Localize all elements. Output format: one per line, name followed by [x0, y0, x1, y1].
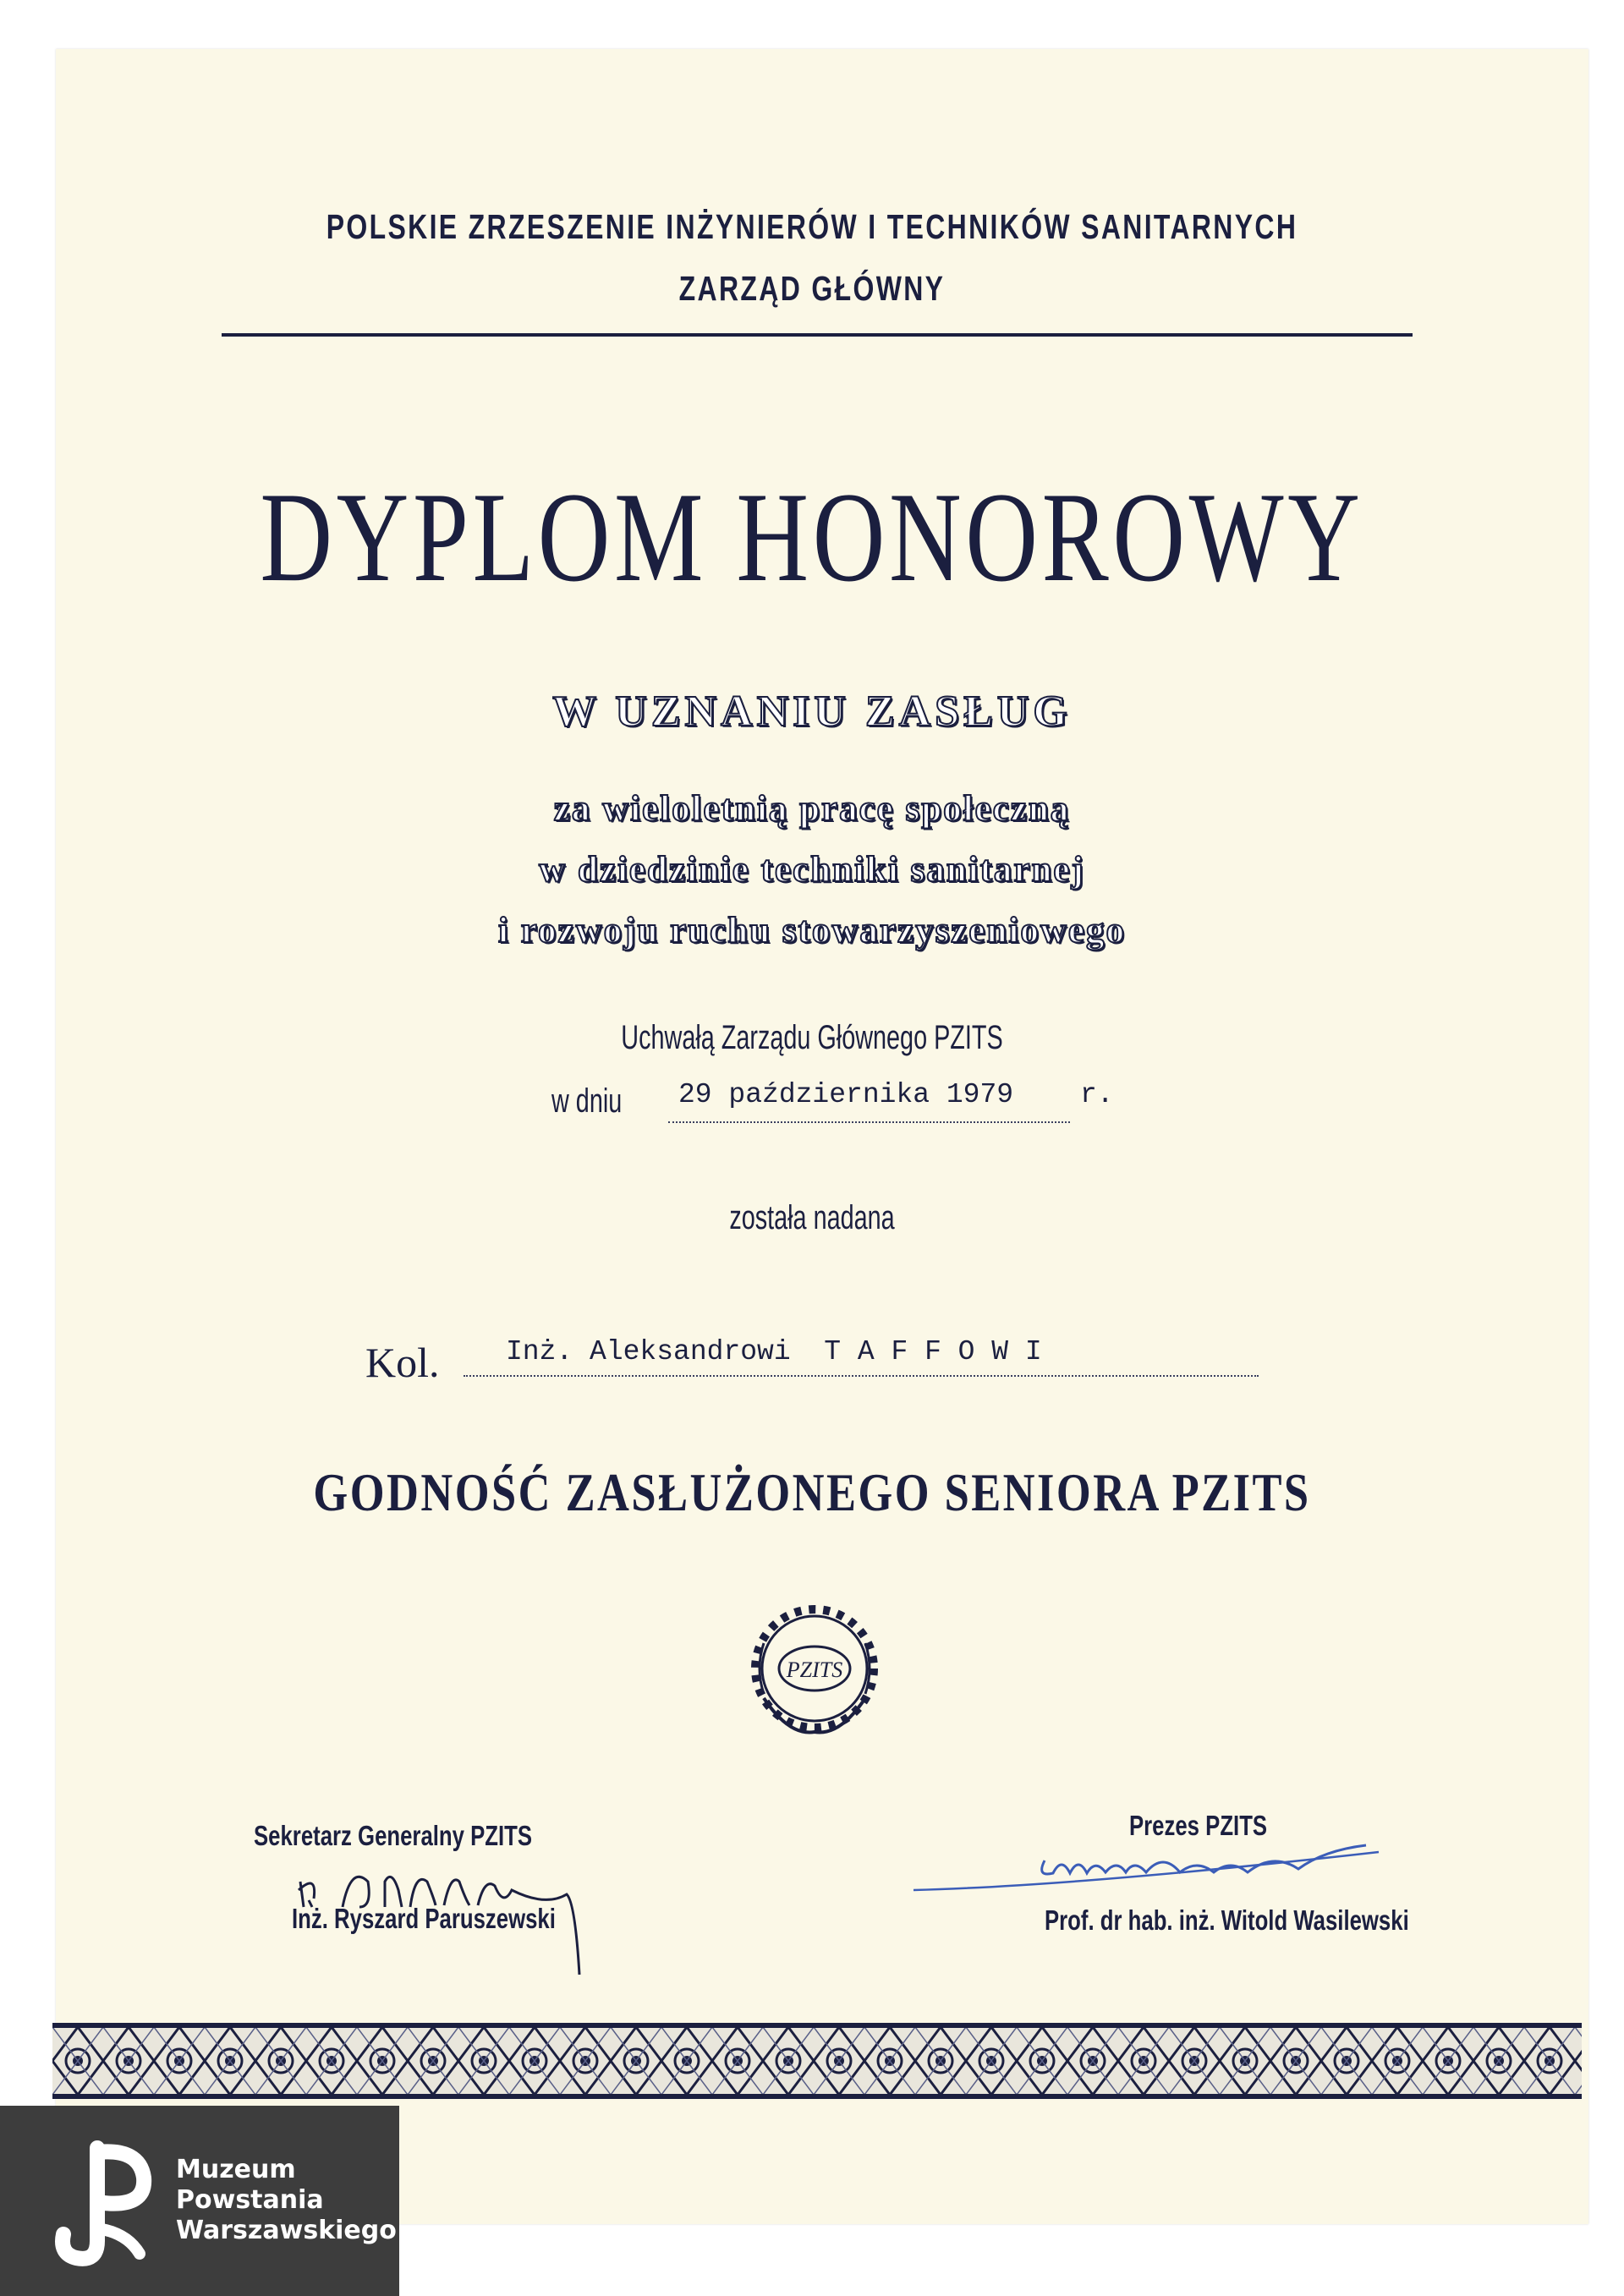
date-line	[551, 1076, 1144, 1126]
diploma-title: DYPLOM HONOROWY	[260, 466, 1364, 608]
left-signatory-name: Inż. Ryszard Paruszewski	[292, 1903, 556, 1934]
date-prefix: w dniu	[551, 1082, 623, 1120]
header-rule	[222, 333, 1413, 337]
museum-name-line-3: Warszawskiego	[176, 2216, 397, 2245]
museum-watermark	[0, 2106, 399, 2296]
museum-name-line-1: Muzeum	[176, 2155, 296, 2184]
organization-name: POLSKIE ZRZESZENIE INŻYNIERÓW I TECHNIKÓW SANITARNYCH	[326, 207, 1298, 246]
organization-subtitle: ZARZĄD GŁÓWNY	[678, 269, 946, 308]
honor-title: GODNOŚĆ ZASŁUŻONEGO SENIORA PZITS	[313, 1462, 1311, 1522]
recipient-name: Inż. Aleksandrowi T A F F O W I	[506, 1336, 1042, 1367]
reason-line-3: i rozwoju ruchu stowarzyszeniowego	[498, 911, 1126, 951]
recognition-heading: W UZNANIU ZASŁUG	[552, 688, 1072, 736]
reason-line-1: za wieloletnią pracę społeczną	[553, 789, 1071, 829]
museum-logo-icon	[47, 2140, 165, 2266]
right-handwritten-signature	[909, 1835, 1383, 1903]
museum-name-line-2: Powstania	[176, 2185, 324, 2215]
date-value: 29 października 1979	[678, 1079, 1014, 1110]
granted-text: została nadana	[729, 1199, 895, 1236]
right-signatory-name: Prof. dr hab. inż. Witold Wasilewski	[1045, 1904, 1409, 1936]
decorative-guilloche-border	[52, 2023, 1582, 2099]
recipient-dotted-line	[464, 1375, 1259, 1377]
seal-text: PZITS	[786, 1658, 843, 1682]
recipient-prefix: Kol.	[365, 1339, 440, 1386]
date-dotted-line	[668, 1121, 1070, 1123]
pzits-seal-logo	[738, 1592, 891, 1745]
date-suffix: r.	[1080, 1079, 1114, 1110]
left-signatory-role: Sekretarz Generalny PZITS	[254, 1820, 533, 1851]
reason-line-2: w dziedzinie techniki sanitarnej	[539, 850, 1085, 890]
right-signatory-role: Prezes PZITS	[1129, 1810, 1268, 1841]
resolution-text: Uchwałą Zarządu Głównego PZITS	[621, 1019, 1003, 1056]
